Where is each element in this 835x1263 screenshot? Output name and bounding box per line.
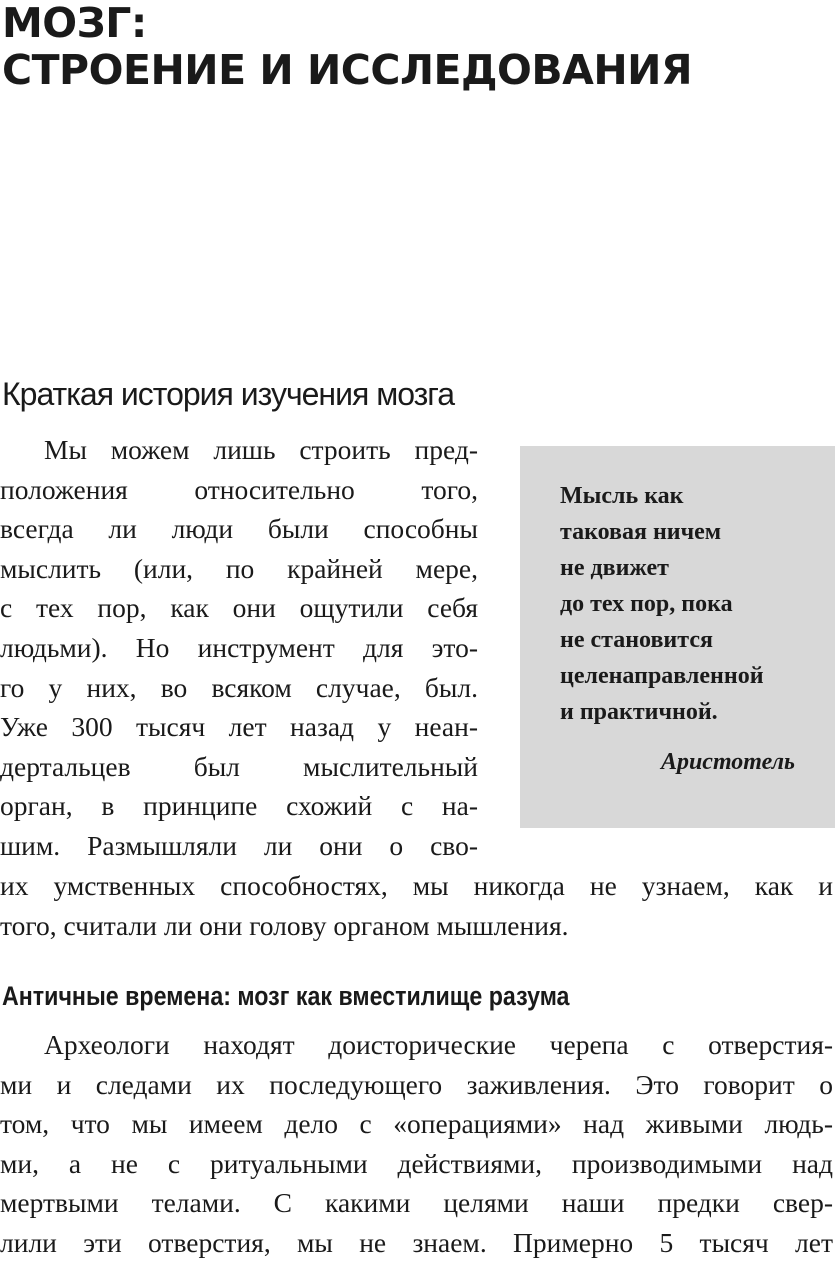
quote-line: таковая ничем [560,519,722,545]
paragraph-line: людьми). Но инструмент для это- [0,631,478,663]
quote-line: до тех пор, пока [560,591,733,617]
paragraph-1 [0,430,478,866]
paragraph-line: том, что мы имеем дело с «операциями» над живыми людь- [0,1108,833,1140]
chapter-title-line: МОЗГ: [2,0,147,47]
paragraph-2 [0,1025,833,1263]
subsection-title: Античные времена: мозг как вместилище разума [2,981,570,1011]
chapter-title-line: СТРОЕНИЕ И ИССЛЕДОВАНИЯ [2,46,693,94]
quote-line: не движет [560,555,669,581]
quote-line: и практичной. [560,699,718,725]
paragraph-line: шим. Размышляли ли они о сво- [0,829,478,861]
paragraph-line: дертальцев был мыслительный [0,750,478,782]
quote-box [520,446,835,828]
paragraph-line: Уже 300 тысяч лет назад у неан- [0,711,478,743]
paragraph-line: мертвыми телами. С какими целями наши предки свер- [0,1187,833,1219]
paragraph-line: ми, а не с ритуальными действиями, производимыми над [0,1147,833,1179]
paragraph-line: лили эти отверстия, мы не знаем. Примерно 5 тысяч лет [0,1226,833,1258]
paragraph-line: с тех пор, как они ощутили себя [0,592,478,624]
quote-line: не становится [560,627,713,653]
paragraph-line: мыслить (или, по крайней мере, [0,552,478,584]
paragraph-line: того, считали ли они голову органом мышления. [0,909,569,941]
quote-line: целенаправленной [560,663,764,689]
paragraph-line: Мы можем лишь строить пред- [44,434,478,465]
section-title: Краткая история изучения мозга [2,376,455,412]
quote-author: Аристотель [660,749,795,775]
paragraph-line: положения относительно того, [0,473,478,505]
paragraph-line: го у них, во всяком случае, был. [0,671,478,703]
paragraph-line: всегда ли люди были способны [0,513,478,545]
quote-text [560,478,764,730]
paragraph-line: орган, в принципе схожий с на- [0,790,478,822]
paragraph-line: их умственных способностях, мы никогда не узнаем, как и [0,870,833,901]
paragraph-1-continuation [0,866,833,945]
paragraph-line: ми и следами их последующего заживления. Это говорит о [0,1068,833,1100]
paragraph-line: Археологи находят доисторические черепа с отверстия- [44,1029,833,1060]
chapter-title [2,0,692,94]
quote-line: Мысль как [560,483,684,509]
